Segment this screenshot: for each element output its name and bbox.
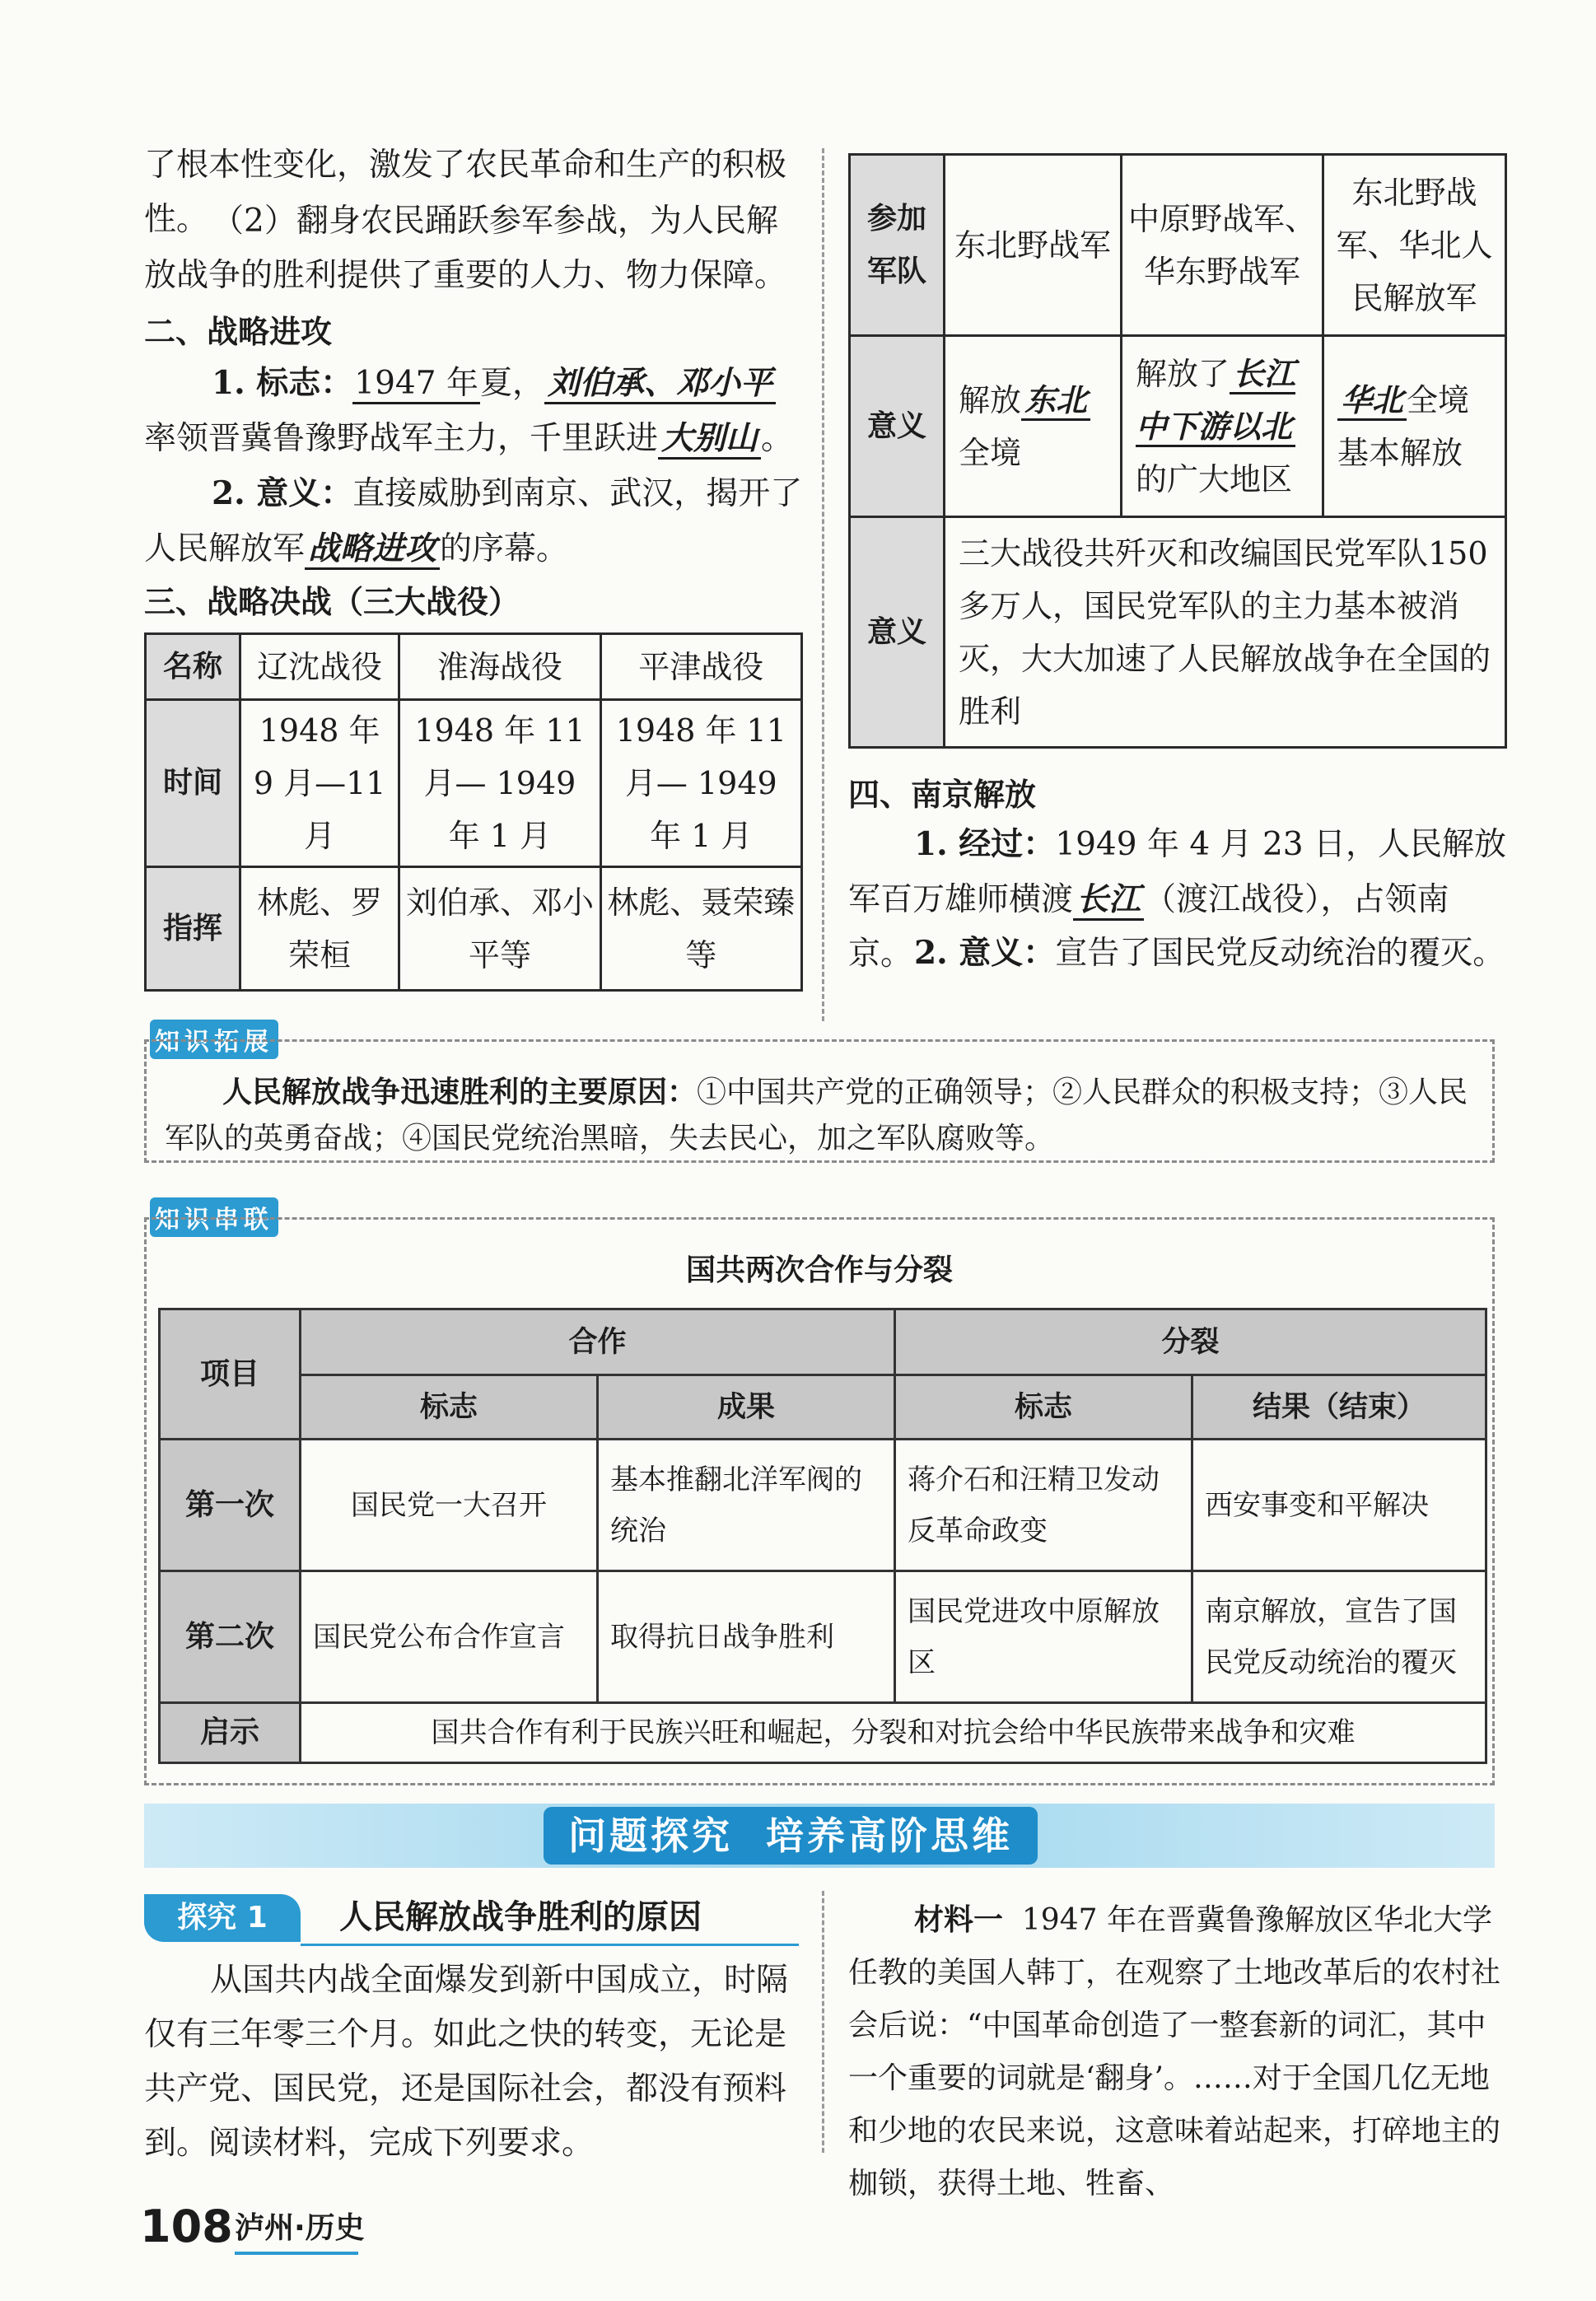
strategic-offense-meaning: [144, 466, 803, 576]
header-coop-result: 成果: [598, 1375, 895, 1440]
army-huaihai: 中原野战军、华东野战军: [1122, 155, 1323, 336]
knowledge-link-tag: 知识串联: [150, 1197, 278, 1237]
expand-text: ①中国共产党的正确领导；②人民群众的积极支持；③人民军队的英勇奋战；④国民党统治黑暗，失去民心，加之军队腐败等。: [165, 1076, 1468, 1155]
meaning-end: 的序幕。: [440, 530, 569, 567]
row-second: 第二次: [160, 1571, 301, 1703]
sign-label: 1. 标志：: [212, 364, 353, 402]
cooperation-split-table: [158, 1308, 1487, 1764]
column-divider: [822, 148, 824, 1021]
first-coop-mark: 国民党一大召开: [301, 1440, 598, 1571]
banner-title: 问题探究 培养高阶思维: [544, 1807, 1038, 1865]
paragraph-continued: 了根本性变化，激发了农民革命和生产的积极性。: [144, 147, 787, 238]
header-commander: 指挥: [146, 867, 240, 991]
meaning-key: 战略进攻: [305, 530, 440, 570]
army-liaoshen: 东北野战军: [945, 155, 1122, 336]
process-b: （渡江战役），占领南京。: [848, 881, 1449, 973]
sign-season: 夏，: [479, 365, 544, 402]
sign-place: 大别山: [658, 419, 761, 460]
time-pingjin: 1948 年 11 月— 1949 年 1 月: [600, 700, 801, 867]
sig-huaihai-a: 解放了: [1136, 355, 1230, 392]
sign-leaders: 刘伯承、邓小平: [544, 364, 776, 404]
process-key: 长江: [1073, 880, 1144, 921]
first-split-mark: 蒋介石和汪精卫发动反革命政变: [895, 1440, 1192, 1571]
second-coop-mark: 国民党公布合作宣言: [301, 1571, 598, 1703]
header-army: 参加军队: [850, 155, 945, 336]
explore-title: 人民解放战争胜利的原因: [339, 1898, 702, 1936]
header-time: 时间: [146, 700, 240, 867]
column-divider-bottom: [822, 1891, 824, 2153]
first-split-result: 西安事变和平解决: [1192, 1440, 1486, 1571]
sign-end: 。: [761, 420, 794, 457]
material-1: [848, 1894, 1507, 2210]
time-huaihai: 1948 年 11 月— 1949 年 1 月: [399, 700, 600, 867]
row-lesson: 启示: [160, 1703, 301, 1763]
sig-huaihai-key: 长江中下游以北: [1136, 355, 1295, 447]
section-4-title: 四、南京解放: [848, 777, 1037, 813]
cmd-huaihai: 刘伯承、邓小平等: [399, 867, 600, 991]
sig-pingjin: [1323, 336, 1506, 517]
sig-liaoshen-b: 全境: [959, 434, 1022, 471]
explore-text: 从国共内战全面爆发到新中国成立，时隔仅有三年零三个月。如此之快的转变，无论是共产党、国民党，还是国际社会，都没有预料到。阅读材料，完成下列要求。: [144, 1962, 789, 2162]
header-split-result: 结果（结束）: [1192, 1375, 1486, 1440]
sig-pingjin-b: 全境基本解放: [1337, 381, 1470, 471]
lesson-text: 国共合作有利于民族兴旺和崛起，分裂和对抗会给中华民族带来战争和灾难: [301, 1703, 1486, 1763]
header-item: 项目: [160, 1309, 301, 1440]
section-3-title: 三、战略决战（三大战役）: [144, 584, 520, 620]
battle-liaoshen: 辽沈战役: [240, 634, 399, 700]
knowledge-expand-box: [144, 1039, 1495, 1163]
explore-tag: 探究 1: [144, 1894, 301, 1942]
second-split-result: 南京解放，宣告了国民党反动统治的覆灭: [1192, 1571, 1486, 1703]
sig-pingjin-key: 华北: [1337, 381, 1407, 421]
cmd-liaoshen: 林彪、罗荣桓: [240, 867, 399, 991]
section-2-title: 二、战略进攻: [144, 314, 333, 350]
meaning-label: 2. 意义：: [212, 474, 353, 512]
first-coop-result: 基本推翻北洋军阀的统治: [598, 1440, 895, 1571]
battle-pingjin: 平津战役: [600, 634, 801, 700]
nanjing-meaning-text: 宣告了国民党反动统治的覆灭。: [1055, 935, 1505, 972]
army-pingjin: 东北野战军、华北人民解放军: [1323, 155, 1506, 336]
page-number: 108: [140, 2201, 233, 2252]
process-a: 1949 年 4 月 23 日，人民解放军百万雄师横渡: [848, 826, 1506, 918]
paragraph-2: （2）翻身农民踊跃参军参战，为人民解放战争的胜利提供了重要的人力、物力保障。: [144, 203, 787, 294]
battle-huaihai: 淮海战役: [399, 634, 600, 700]
knowledge-expand-tag: 知识拓展: [150, 1020, 278, 1059]
header-overall-significance: 意义: [850, 517, 945, 748]
cmd-pingjin: 林彪、聂荣臻等: [600, 867, 801, 991]
nanjing-meaning: [848, 926, 1507, 981]
link-title: 国共两次合作与分裂: [685, 1253, 953, 1287]
process-label: 1. 经过：: [914, 825, 1056, 863]
book-title: 泸州·历史: [235, 2211, 365, 2245]
explore-title-underline: [301, 1944, 799, 1946]
overall-significance: 三大战役共歼灭和改编国民党军队150多万人，国民党军队的主力基本被消灭，大大加速了人民解放战争在全国的胜利: [945, 517, 1506, 748]
sign-year: 1947 年: [352, 365, 480, 404]
nanjing-meaning-label: 2. 意义：: [914, 934, 1056, 972]
strategic-offense-sign: [144, 356, 803, 466]
battles-table-continued: [848, 153, 1507, 749]
second-coop-result: 取得抗日战争胜利: [598, 1571, 895, 1703]
header-split: 分裂: [895, 1309, 1486, 1375]
sig-liaoshen-key: 东北: [1021, 381, 1090, 421]
expand-lead: 人民解放战争迅速胜利的主要原因：: [222, 1076, 698, 1109]
meaning-text: 直接威胁到南京、武汉，揭开了人民解放军: [144, 475, 803, 567]
sign-rest: 率领晋冀鲁豫野战军主力，千里跃进: [144, 420, 659, 457]
sig-huaihai: [1122, 336, 1323, 517]
header-significance: 意义: [850, 336, 945, 517]
header-name: 名称: [146, 634, 240, 700]
header-split-mark: 标志: [895, 1375, 1192, 1440]
time-liaoshen: 1948 年 9 月—11 月: [240, 700, 399, 867]
footer-underline: [235, 2252, 358, 2255]
sig-liaoshen-a: 解放: [959, 381, 1022, 418]
second-split-mark: 国民党进攻中原解放区: [895, 1571, 1192, 1703]
sig-liaoshen: [945, 336, 1122, 517]
header-coop-mark: 标志: [301, 1375, 598, 1440]
header-cooperation: 合作: [301, 1309, 895, 1375]
row-first: 第一次: [160, 1440, 301, 1571]
material-text: 1947 年在晋冀鲁豫解放区华北大学任教的美国人韩丁，在观察了土地改革后的农村社会后说：“中国革命创造了一整套新的词汇，其中一个重要的词就是‘翻身’。……对于全国几亿无地和少地的农民来说，这意味着站起来，打碎地主的枷锁，获得土地、牲畜、: [848, 1903, 1501, 2201]
material-label: 材料一: [914, 1903, 1004, 1937]
battles-table: [144, 632, 803, 992]
sig-huaihai-b: 的广大地区: [1136, 460, 1293, 497]
